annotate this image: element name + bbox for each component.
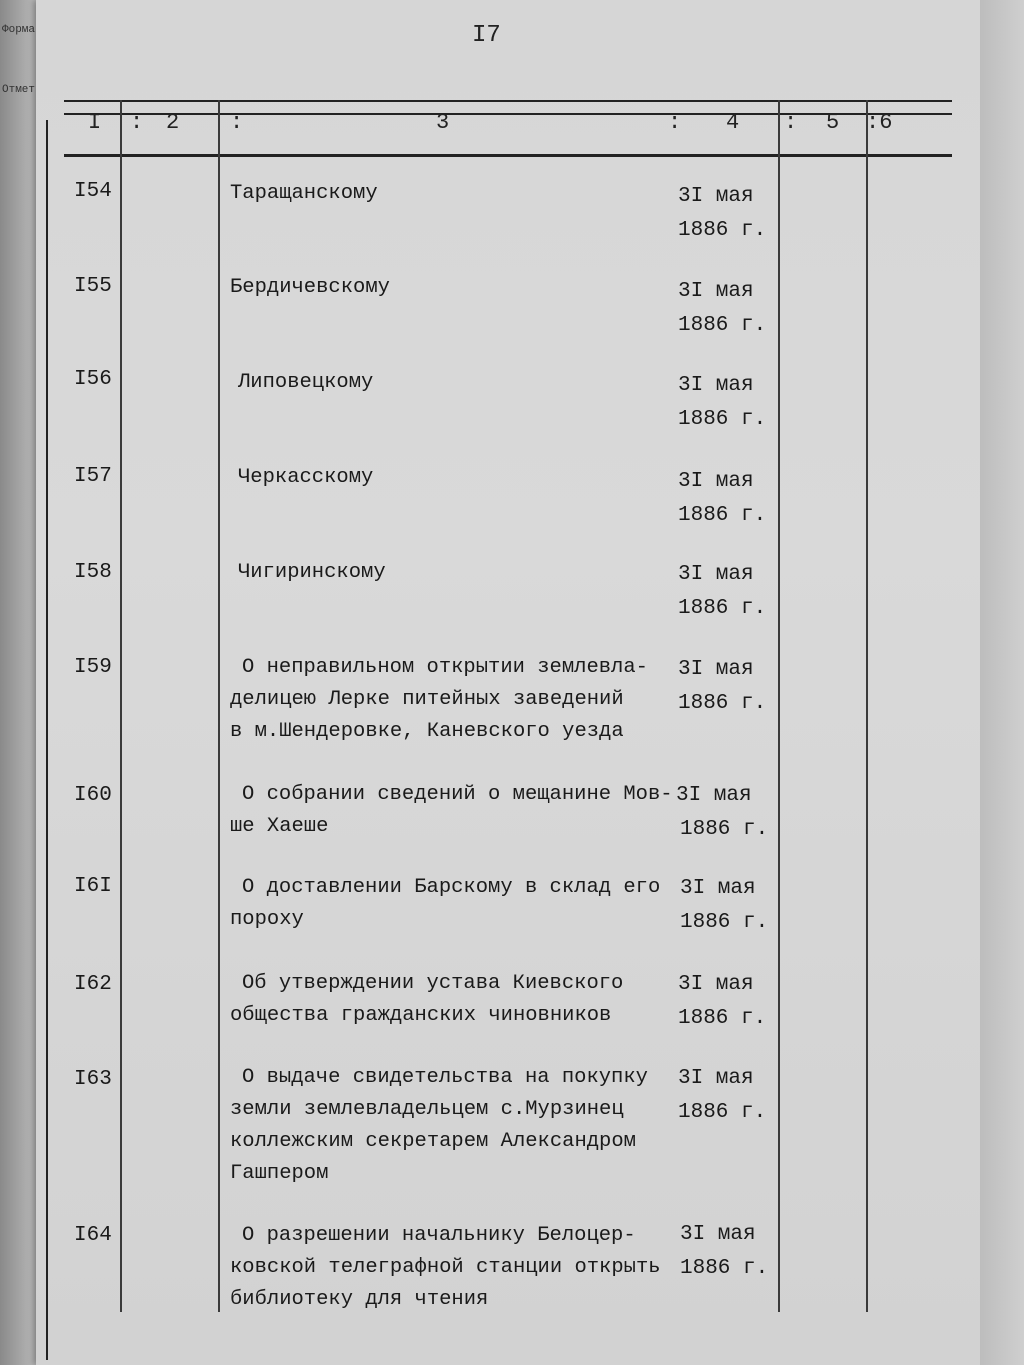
column-divider [120,100,122,1312]
row-date: 3I мая 1886 г. [678,1067,767,1124]
row-number: I62 [74,973,112,996]
header-col-6: :6 [866,110,893,135]
row-description: Чигиринскому [238,561,386,584]
column-divider [866,100,868,1312]
header-sep: : [230,110,244,135]
column-divider [218,100,220,1312]
row-date: 3I мая 1886 г. [678,973,767,1030]
header-col-3: 3 [436,110,450,135]
row-number: I57 [74,465,112,488]
table-rule-second [64,113,952,115]
right-page-edge [980,0,1024,1365]
row-date: 3I мая 1886 г. [676,784,769,841]
row-description: Черкасскому [238,466,374,489]
row-date: 3I мая 1886 г. [680,877,769,934]
header-col-5: 5 [826,110,840,135]
row-number: I58 [74,561,112,584]
row-description: О доставлении Барскому в склад его пороху [230,876,661,931]
row-description: Об утверждении устава Киевского общества гражданских чиновников [230,972,624,1027]
row-description: Липовецкому [238,371,374,394]
row-date: 3I мая 1886 г. [678,658,767,715]
row-description: О собрании сведений о мещанине Мов- ше Хаеше [230,783,673,838]
row-number: I59 [74,656,112,679]
row-number: I55 [74,275,112,298]
page-number: I7 [472,22,501,49]
header-col-1: I [88,110,102,135]
row-date: 3I мая 1886 г. [678,280,767,337]
row-number: I63 [74,1068,112,1091]
row-number: I64 [74,1224,112,1247]
row-description: О выдаче свидетельства на покупку земли землевладельцем с.Мурзинец коллежским секретарем Александром Гашпером [230,1066,648,1185]
side-label-form: Форма [2,24,36,36]
row-description: О разрешении начальнику Белоцер- ковской телеграфной станции открыть библиотеку для чтения [230,1224,661,1311]
table-rule-header-bottom [64,154,952,157]
header-col-2: 2 [166,110,180,135]
row-date: 3I мая 1886 г. [678,374,767,431]
side-label-marks: Отмет [2,84,36,96]
row-number: I6I [74,875,112,898]
row-description: О неправильном открытии землевла- делицею Лерке питейных заведений в м.Шендеровке, Каневского уезда [230,656,648,743]
header-sep: : [668,110,682,135]
row-number: I56 [74,368,112,391]
row-date: 3I мая 1886 г. [678,470,767,527]
row-number: I60 [74,784,112,807]
row-description: Бердичевскому [230,276,390,299]
header-col-4: 4 [726,110,740,135]
row-number: I54 [74,180,112,203]
header-sep: : [130,110,144,135]
header-sep: : [784,110,798,135]
table-rule-top [64,100,952,102]
binding-edge [46,120,48,1360]
row-date: 3I мая 1886 г. [678,185,767,242]
row-date: 3I мая 1886 г. [680,1223,769,1280]
row-description: Таращанскому [230,182,378,205]
row-date: 3I мая 1886 г. [678,563,767,620]
